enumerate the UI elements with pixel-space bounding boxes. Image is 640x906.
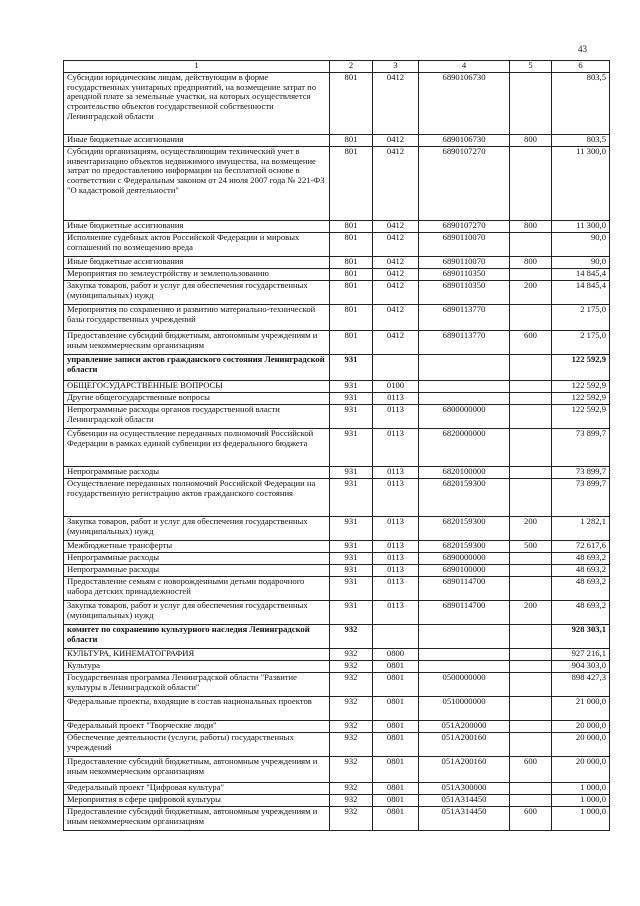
cell-target-article: 6890114700 bbox=[419, 601, 510, 625]
cell-ved: 931 bbox=[330, 405, 373, 429]
cell-section bbox=[373, 625, 419, 649]
cell-section: 0113 bbox=[373, 517, 419, 541]
cell-name: Федеральный проект "Творческие люди" bbox=[64, 721, 330, 733]
table-row bbox=[64, 393, 610, 405]
cell-amount: 20 000,0 bbox=[552, 721, 610, 733]
cell-section: 0113 bbox=[373, 467, 419, 479]
cell-ved: 931 bbox=[330, 565, 373, 577]
cell-amount: 73 899,7 bbox=[552, 467, 610, 479]
cell-name: ОБЩЕГОСУДАРСТВЕННЫЕ ВОПРОСЫ bbox=[64, 381, 330, 393]
cell-name: Предоставление субсидий бюджетным, автономным учреждениям и иным некоммерческим организациям bbox=[64, 757, 330, 783]
cell-ved: 931 bbox=[330, 355, 373, 381]
cell-amount: 90,0 bbox=[552, 257, 610, 269]
cell-ved: 801 bbox=[330, 281, 373, 305]
cell-amount: 1 000,0 bbox=[552, 807, 610, 831]
cell-name: Непрограммные расходы bbox=[64, 553, 330, 565]
cell-section bbox=[373, 355, 419, 381]
cell-section: 0412 bbox=[373, 135, 419, 147]
cell-expense-type bbox=[510, 721, 552, 733]
cell-target-article: 6890110070 bbox=[419, 257, 510, 269]
cell-section: 0113 bbox=[373, 405, 419, 429]
cell-amount: 1 000,0 bbox=[552, 795, 610, 807]
cell-expense-type bbox=[510, 73, 552, 135]
cell-name: Осуществление переданных полномочий Российской Федерации на государственную регистрацию актов гражданского состояния bbox=[64, 479, 330, 517]
cell-target-article bbox=[419, 393, 510, 405]
cell-name: Субсидии юридическим лицам, действующим в форме государственных унитарных предприятий, на возмещение затрат по арендной плате за земельные участки, на которых осуществляется строительство объектов государственной собственности Ленинградской области bbox=[64, 73, 330, 135]
cell-target-article: 6820000000 bbox=[419, 429, 510, 467]
cell-name: Закупка товаров, работ и услуг для обеспечения государственных (муниципальных) нужд bbox=[64, 601, 330, 625]
cell-ved: 932 bbox=[330, 795, 373, 807]
cell-ved: 931 bbox=[330, 467, 373, 479]
cell-section: 0412 bbox=[373, 147, 419, 221]
cell-expense-type bbox=[510, 577, 552, 601]
cell-name: Предоставление субсидий бюджетным, автономным учреждениям и иным некоммерческим организациям bbox=[64, 331, 330, 355]
table-row bbox=[64, 331, 610, 355]
table-row bbox=[64, 757, 610, 783]
cell-amount: 73 899,7 bbox=[552, 429, 610, 467]
cell-name: Иные бюджетные ассигнования bbox=[64, 221, 330, 233]
cell-section: 0113 bbox=[373, 601, 419, 625]
cell-expense-type bbox=[510, 733, 552, 757]
cell-target-article: 051A314450 bbox=[419, 795, 510, 807]
cell-target-article bbox=[419, 625, 510, 649]
cell-expense-type bbox=[510, 795, 552, 807]
cell-ved: 801 bbox=[330, 305, 373, 331]
cell-ved: 801 bbox=[330, 233, 373, 257]
cell-target-article bbox=[419, 649, 510, 661]
cell-target-article: 6800000000 bbox=[419, 405, 510, 429]
cell-section: 0801 bbox=[373, 783, 419, 795]
cell-name: Обеспечение деятельности (услуги, работы) государственных учреждений bbox=[64, 733, 330, 757]
cell-section: 0412 bbox=[373, 257, 419, 269]
table-row bbox=[64, 269, 610, 281]
cell-name: управление записи актов гражданского состояния Ленинградской области bbox=[64, 355, 330, 381]
cell-ved: 931 bbox=[330, 541, 373, 553]
cell-ved: 801 bbox=[330, 73, 373, 135]
cell-ved: 801 bbox=[330, 331, 373, 355]
table-row bbox=[64, 147, 610, 221]
cell-target-article: 6890113770 bbox=[419, 305, 510, 331]
cell-target-article: 051A200000 bbox=[419, 721, 510, 733]
cell-ved: 801 bbox=[330, 221, 373, 233]
cell-expense-type: 800 bbox=[510, 221, 552, 233]
cell-section: 0412 bbox=[373, 331, 419, 355]
cell-amount: 72 617,6 bbox=[552, 541, 610, 553]
cell-amount: 898 427,3 bbox=[552, 673, 610, 697]
cell-section: 0412 bbox=[373, 233, 419, 257]
cell-expense-type bbox=[510, 467, 552, 479]
table-row bbox=[64, 577, 610, 601]
cell-target-article: 6890114700 bbox=[419, 577, 510, 601]
cell-expense-type bbox=[510, 783, 552, 795]
cell-section: 0412 bbox=[373, 73, 419, 135]
cell-section: 0113 bbox=[373, 553, 419, 565]
cell-section: 0412 bbox=[373, 269, 419, 281]
cell-name: Мероприятия по сохранению и развитию материально-технической базы государственных учреждений bbox=[64, 305, 330, 331]
cell-target-article: 6890107270 bbox=[419, 147, 510, 221]
table-body bbox=[64, 73, 610, 831]
cell-expense-type bbox=[510, 673, 552, 697]
cell-ved: 931 bbox=[330, 479, 373, 517]
cell-ved: 932 bbox=[330, 649, 373, 661]
table-row bbox=[64, 257, 610, 269]
cell-expense-type bbox=[510, 429, 552, 467]
cell-name: Мероприятия по землеустройству и землепользованию bbox=[64, 269, 330, 281]
cell-target-article: 051A314450 bbox=[419, 807, 510, 831]
cell-expense-type: 800 bbox=[510, 257, 552, 269]
cell-expense-type bbox=[510, 479, 552, 517]
cell-amount: 11 300,0 bbox=[552, 147, 610, 221]
table-row bbox=[64, 135, 610, 147]
table-row bbox=[64, 733, 610, 757]
cell-section: 0801 bbox=[373, 807, 419, 831]
cell-ved: 931 bbox=[330, 393, 373, 405]
cell-target-article: 051A200160 bbox=[419, 757, 510, 783]
cell-section: 0801 bbox=[373, 733, 419, 757]
cell-expense-type bbox=[510, 269, 552, 281]
cell-expense-type bbox=[510, 233, 552, 257]
cell-expense-type: 500 bbox=[510, 541, 552, 553]
cell-target-article: 6890106730 bbox=[419, 73, 510, 135]
cell-target-article bbox=[419, 355, 510, 381]
cell-expense-type bbox=[510, 565, 552, 577]
header-col-6: 6 bbox=[552, 61, 610, 73]
cell-section: 0801 bbox=[373, 721, 419, 733]
cell-name: Межбюджетные трансферты bbox=[64, 541, 330, 553]
table-row bbox=[64, 233, 610, 257]
cell-target-article: 6820159300 bbox=[419, 541, 510, 553]
cell-section: 0412 bbox=[373, 281, 419, 305]
cell-expense-type: 800 bbox=[510, 135, 552, 147]
cell-name: Иные бюджетные ассигнования bbox=[64, 135, 330, 147]
cell-section: 0100 bbox=[373, 381, 419, 393]
cell-amount: 2 175,0 bbox=[552, 305, 610, 331]
cell-expense-type: 600 bbox=[510, 331, 552, 355]
cell-section: 0113 bbox=[373, 393, 419, 405]
cell-amount: 928 303,1 bbox=[552, 625, 610, 649]
budget-table bbox=[63, 60, 610, 831]
cell-section: 0801 bbox=[373, 697, 419, 721]
cell-amount: 20 000,0 bbox=[552, 757, 610, 783]
cell-ved: 932 bbox=[330, 757, 373, 783]
cell-target-article: 0500000000 bbox=[419, 673, 510, 697]
table-row bbox=[64, 73, 610, 135]
cell-amount: 73 899,7 bbox=[552, 479, 610, 517]
cell-target-article bbox=[419, 381, 510, 393]
table-row bbox=[64, 305, 610, 331]
cell-section: 0113 bbox=[373, 565, 419, 577]
cell-name: Другие общегосударственные вопросы bbox=[64, 393, 330, 405]
cell-amount: 904 303,0 bbox=[552, 661, 610, 673]
cell-ved: 931 bbox=[330, 553, 373, 565]
cell-name: Непрограммные расходы bbox=[64, 565, 330, 577]
cell-section: 0113 bbox=[373, 479, 419, 517]
table-row bbox=[64, 697, 610, 721]
cell-amount: 927 216,1 bbox=[552, 649, 610, 661]
cell-amount: 2 175,0 bbox=[552, 331, 610, 355]
cell-name: Закупка товаров, работ и услуг для обеспечения государственных (муниципальных) нужд bbox=[64, 517, 330, 541]
table-row bbox=[64, 221, 610, 233]
table-row bbox=[64, 795, 610, 807]
table-row bbox=[64, 661, 610, 673]
cell-section: 0412 bbox=[373, 305, 419, 331]
cell-amount: 1 282,1 bbox=[552, 517, 610, 541]
table-row bbox=[64, 479, 610, 517]
cell-expense-type: 600 bbox=[510, 807, 552, 831]
cell-ved: 931 bbox=[330, 381, 373, 393]
table-row bbox=[64, 281, 610, 305]
cell-amount: 14 845,4 bbox=[552, 269, 610, 281]
table-row bbox=[64, 649, 610, 661]
cell-ved: 932 bbox=[330, 733, 373, 757]
cell-amount: 21 000,0 bbox=[552, 697, 610, 721]
cell-name: Непрограммные расходы органов государственной власти Ленинградской области bbox=[64, 405, 330, 429]
table-row bbox=[64, 807, 610, 831]
cell-name: комитет по сохранению культурного наследия Ленинградской области bbox=[64, 625, 330, 649]
cell-section: 0801 bbox=[373, 795, 419, 807]
cell-name: Непрограммные расходы bbox=[64, 467, 330, 479]
table-row bbox=[64, 601, 610, 625]
cell-section: 0801 bbox=[373, 757, 419, 783]
cell-name: Культура bbox=[64, 661, 330, 673]
cell-expense-type: 200 bbox=[510, 601, 552, 625]
cell-amount: 803,5 bbox=[552, 73, 610, 135]
cell-target-article: 6820159300 bbox=[419, 479, 510, 517]
cell-target-article: 6890110350 bbox=[419, 269, 510, 281]
cell-name: Субвенции на осуществление переданных полномочий Российской Федерации в рамках единой субвенции из федерального бюджета bbox=[64, 429, 330, 467]
cell-section: 0801 bbox=[373, 661, 419, 673]
table-row bbox=[64, 625, 610, 649]
cell-ved: 932 bbox=[330, 807, 373, 831]
cell-target-article bbox=[419, 661, 510, 673]
cell-amount: 14 845,4 bbox=[552, 281, 610, 305]
cell-name: Предоставление семьям с новорожденными детьми подарочного набора детских принадлежностей bbox=[64, 577, 330, 601]
cell-section: 0801 bbox=[373, 673, 419, 697]
header-col-2: 2 bbox=[330, 61, 373, 73]
cell-expense-type bbox=[510, 381, 552, 393]
cell-expense-type bbox=[510, 661, 552, 673]
cell-amount: 803,5 bbox=[552, 135, 610, 147]
cell-expense-type bbox=[510, 697, 552, 721]
cell-amount: 122 592,9 bbox=[552, 405, 610, 429]
table-row bbox=[64, 429, 610, 467]
cell-expense-type: 200 bbox=[510, 281, 552, 305]
cell-ved: 801 bbox=[330, 147, 373, 221]
cell-target-article: 6890113770 bbox=[419, 331, 510, 355]
cell-section: 0412 bbox=[373, 221, 419, 233]
cell-name: Федеральные проекты, входящие в состав национальных проектов bbox=[64, 697, 330, 721]
cell-expense-type bbox=[510, 355, 552, 381]
table-row bbox=[64, 721, 610, 733]
cell-amount: 48 693,2 bbox=[552, 577, 610, 601]
cell-name: Исполнение судебных актов Российской Федерации и мировых соглашений по возмещению вреда bbox=[64, 233, 330, 257]
cell-name: Предоставление субсидий бюджетным, автономным учреждениям и иным некоммерческим организациям bbox=[64, 807, 330, 831]
cell-amount: 122 592,9 bbox=[552, 381, 610, 393]
cell-target-article: 051A300000 bbox=[419, 783, 510, 795]
cell-ved: 931 bbox=[330, 429, 373, 467]
cell-target-article: 6820159300 bbox=[419, 517, 510, 541]
cell-amount: 90,0 bbox=[552, 233, 610, 257]
cell-expense-type bbox=[510, 405, 552, 429]
cell-ved: 931 bbox=[330, 601, 373, 625]
cell-expense-type bbox=[510, 649, 552, 661]
cell-target-article: 6820100000 bbox=[419, 467, 510, 479]
cell-amount: 48 693,2 bbox=[552, 553, 610, 565]
cell-ved: 931 bbox=[330, 577, 373, 601]
cell-expense-type bbox=[510, 553, 552, 565]
cell-amount: 1 000,0 bbox=[552, 783, 610, 795]
table-row bbox=[64, 355, 610, 381]
header-col-3: 3 bbox=[373, 61, 419, 73]
cell-ved: 932 bbox=[330, 783, 373, 795]
cell-name: Государственная программа Ленинградской области "Развитие культуры в Ленинградской области" bbox=[64, 673, 330, 697]
cell-section: 0113 bbox=[373, 541, 419, 553]
cell-expense-type bbox=[510, 625, 552, 649]
table-row bbox=[64, 553, 610, 565]
cell-target-article: 6890106730 bbox=[419, 135, 510, 147]
cell-ved: 932 bbox=[330, 673, 373, 697]
page-number: 43 bbox=[578, 44, 587, 54]
table-row bbox=[64, 517, 610, 541]
cell-ved: 932 bbox=[330, 625, 373, 649]
header-col-5: 5 bbox=[510, 61, 552, 73]
cell-expense-type bbox=[510, 305, 552, 331]
cell-target-article: 051A200160 bbox=[419, 733, 510, 757]
cell-section: 0800 bbox=[373, 649, 419, 661]
cell-ved: 932 bbox=[330, 697, 373, 721]
header-col-4: 4 bbox=[419, 61, 510, 73]
header-col-1: 1 bbox=[64, 61, 330, 73]
cell-amount: 122 592,9 bbox=[552, 393, 610, 405]
cell-ved: 932 bbox=[330, 661, 373, 673]
table-row bbox=[64, 783, 610, 795]
cell-amount: 48 693,2 bbox=[552, 601, 610, 625]
cell-amount: 48 693,2 bbox=[552, 565, 610, 577]
cell-name: Мероприятия в сфере цифровой культуры bbox=[64, 795, 330, 807]
cell-expense-type bbox=[510, 393, 552, 405]
cell-amount: 122 592,9 bbox=[552, 355, 610, 381]
cell-target-article: 6890110350 bbox=[419, 281, 510, 305]
cell-expense-type: 200 bbox=[510, 517, 552, 541]
cell-name: Федеральный проект "Цифровая культура" bbox=[64, 783, 330, 795]
cell-expense-type bbox=[510, 147, 552, 221]
cell-ved: 801 bbox=[330, 257, 373, 269]
cell-ved: 801 bbox=[330, 135, 373, 147]
cell-target-article: 6890000000 bbox=[419, 553, 510, 565]
cell-name: Закупка товаров, работ и услуг для обеспечения государственных (муниципальных) нужд bbox=[64, 281, 330, 305]
cell-ved: 931 bbox=[330, 517, 373, 541]
cell-ved: 801 bbox=[330, 269, 373, 281]
cell-name: КУЛЬТУРА, КИНЕМАТОГРАФИЯ bbox=[64, 649, 330, 661]
table-row bbox=[64, 541, 610, 553]
table-header-row bbox=[64, 61, 610, 73]
cell-section: 0113 bbox=[373, 577, 419, 601]
table-row bbox=[64, 565, 610, 577]
cell-section: 0113 bbox=[373, 429, 419, 467]
cell-amount: 20 000,0 bbox=[552, 733, 610, 757]
cell-name: Субсидии организациям, осуществляющим технический учет в инвентаризацию объектов недвижимого имущества, на возмещение затрат по предоставлению информации на бесплатной основе в соответствии с Федеральным законом от 24 июля 2007 года № 221-ФЗ "О кадастровой деятельности" bbox=[64, 147, 330, 221]
cell-ved: 932 bbox=[330, 721, 373, 733]
cell-expense-type: 600 bbox=[510, 757, 552, 783]
table-row bbox=[64, 467, 610, 479]
table-row bbox=[64, 405, 610, 429]
cell-target-article: 0510000000 bbox=[419, 697, 510, 721]
table-row bbox=[64, 381, 610, 393]
cell-target-article: 6890100000 bbox=[419, 565, 510, 577]
cell-target-article: 6890107270 bbox=[419, 221, 510, 233]
table-row bbox=[64, 673, 610, 697]
cell-amount: 11 300,0 bbox=[552, 221, 610, 233]
cell-target-article: 6890110070 bbox=[419, 233, 510, 257]
cell-name: Иные бюджетные ассигнования bbox=[64, 257, 330, 269]
